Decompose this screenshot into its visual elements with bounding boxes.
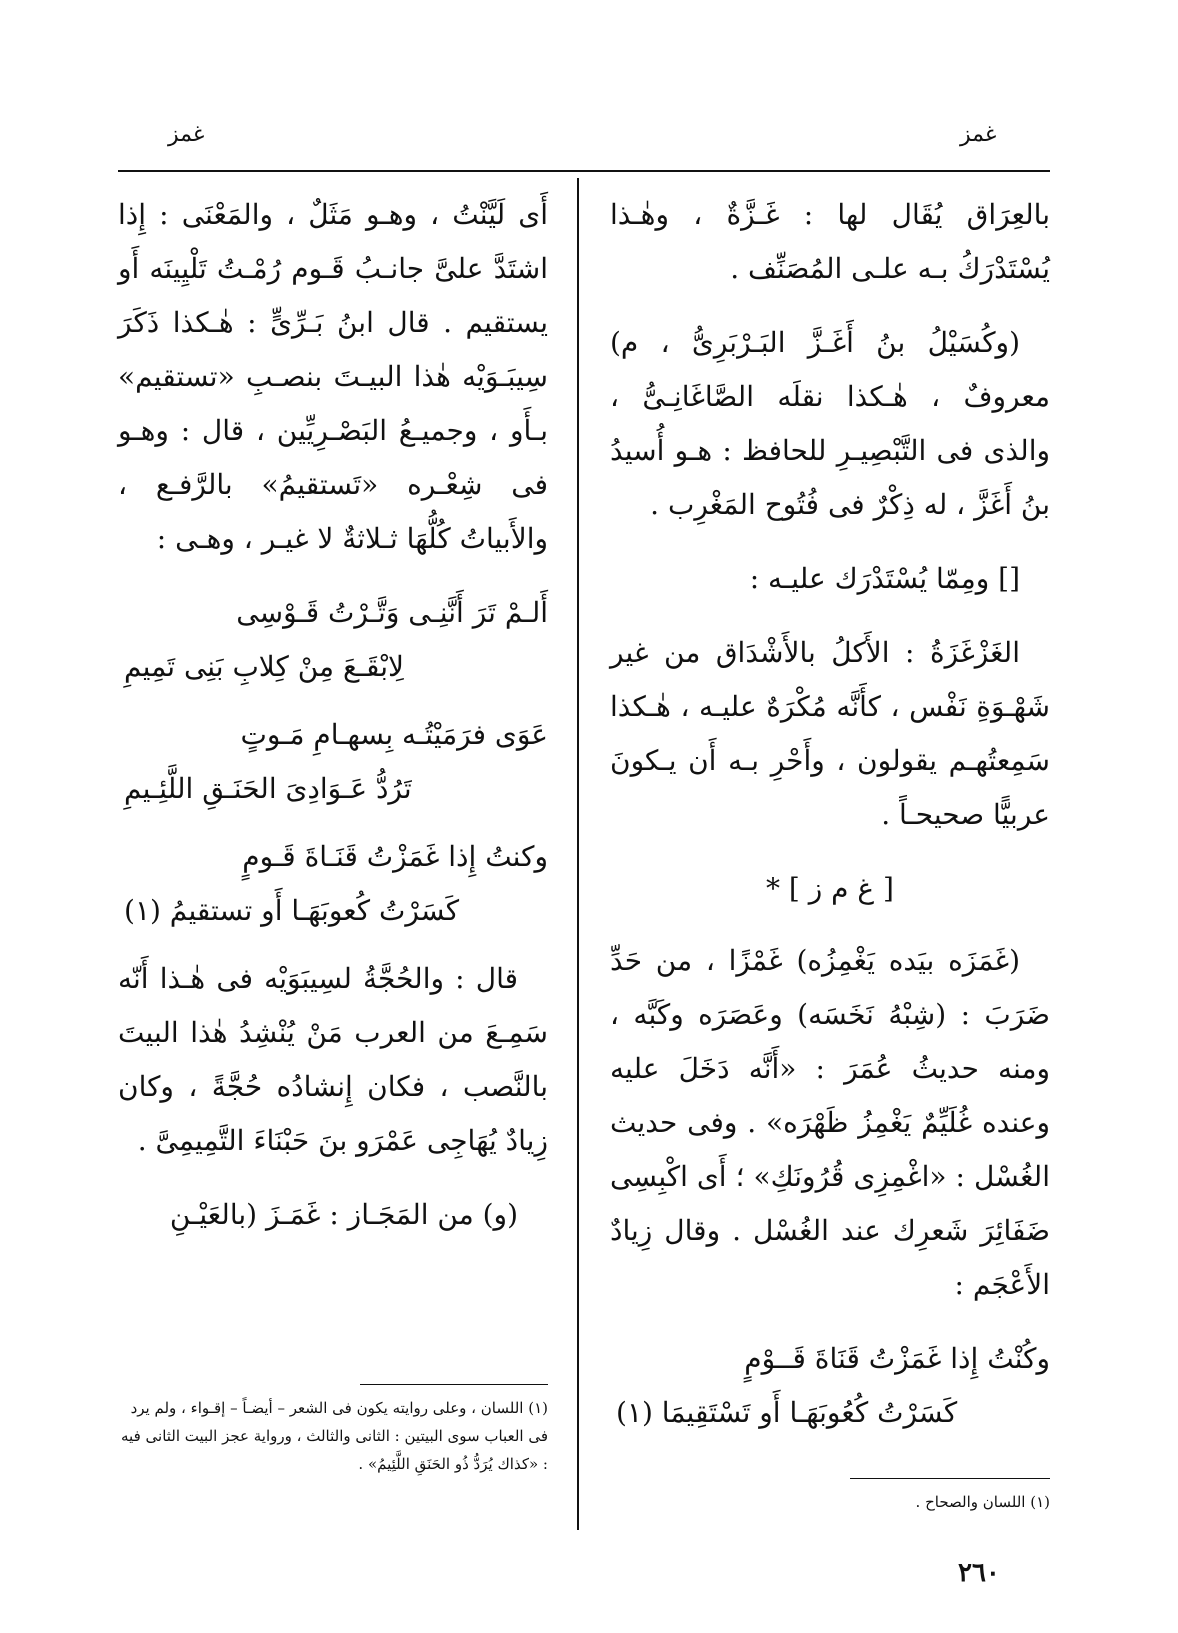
page-number: ٢٦٠ — [958, 1558, 1000, 1588]
footnote-rule-left — [360, 1384, 548, 1385]
verse-second-hemistich: لِابْقَـعَ مِنْ كِلابِ بَنِى تَمِيمِ — [124, 650, 404, 683]
running-header-right: غمز — [960, 122, 997, 147]
verse-first-hemistich: وكُنْتُ إِذا غَمَزْتُ قَنَاةَ قَــوْمٍ — [744, 1342, 1050, 1375]
left-column — [118, 188, 548, 1262]
column-divider — [577, 178, 579, 1530]
verse-first-hemistich: وكنتُ إِذا غَمَزْتُ قَنَـاةَ قَـومٍ — [242, 840, 548, 873]
paragraph: (غَمَزَه بيَده يَغْمِزُه) غَمْزًا ، من حَدِّ ضَرَبَ : (شِبْهُ نَخَسَه) وعَصَرَه وكَبَّه ، ومنه حديثُ عُمَرَ : «أَنَّه دَخَلَ عليه وعنده غُلَيِّمٌ يَغْمِزُ ظَهْرَه» . وفى حديث الغُسْل : «اغْمِزِى قُرُونَكِ» ؛ أَى اكْبِسِى ضَفَائِرَ شَعرِك عند الغُسْل . وقال زِيادٌ الأَعْجَم : — [610, 944, 1050, 1301]
verse-first-hemistich: عَوَى فرَمَيْتُـه بِسهـامِ مَـوتٍ — [240, 718, 548, 751]
footnote-right: (١) اللسان والصحاح . — [915, 1493, 1050, 1511]
paragraph: بالعِرَاق يُقَال لها : غَـزَّةٌ ، وهٰـذا يُسْتَدْرَكُ بـه علـى المُصَنِّف . — [610, 198, 1050, 285]
verse-second-hemistich: تَرُدُّ عَـوَادِىَ الحَنَـقِ اللَّئِـيمِ — [124, 772, 412, 805]
verse-second-hemistich: كَسَرْتُ كُعوبَهَـا أَو تستقيمُ (١) — [124, 894, 460, 927]
verse — [118, 708, 548, 816]
paragraph: قال : والحُجَّةُ لسِيبَوَيْه فى هٰـذا أَنّه سَمِـعَ من العرب مَنْ يُنْشِدُ هٰذا البيتَ بالنَّصب ، فكان إِنشادُه حُجَّةً ، وكان زِيادٌ يُهَاجِى عَمْرَو بنَ حَبْنَاءَ التَّمِيمِىَّ . — [118, 962, 548, 1157]
paragraph: (وكُسَيْلُ بنُ أَغَـزَّ البَـرْبَرِىُّ ، م) معروفٌ ، هٰـكذا نقلَه الصَّاغَانِـىُّ ، والذى فى التَّبْصِيـرِ للحافظ : هـو أُسيدُ بنُ أَغَزَّ ، له ذِكْرٌ فى فُتُوح المَغْرِب . — [610, 326, 1050, 521]
verse-second-hemistich: كَسَرْتُ كُعُوبَهَـا أَو تَسْتَقِيمَا (١) — [616, 1396, 958, 1429]
paragraph: [] ومِمّا يُسْتَدْرَك عليـه : — [749, 562, 1020, 595]
entry-heading: [ غ م ز ] * — [766, 872, 894, 905]
footnote-rule-right — [850, 1478, 1050, 1479]
right-column — [610, 188, 1050, 1454]
header-rule — [118, 170, 1050, 172]
verse — [610, 1332, 1050, 1440]
footnote-left: (١) اللسان ، وعلى روايته يكون فى الشعر – أيضـاً – إقـواء ، ولم يرد فى العباب سوى البيتين : الثانى والثالث ، ورواية عجز البيت الثانى فيه : «كذاك يُرَدُّ ذُو الحَنَقِ اللَّئِيمُ» . — [121, 1399, 548, 1473]
paragraph: أَى لَيَّنْتُ ، وهـو مَثَلٌ ، والمَعْنَى : إِذا اشتَدَّ علىَّ جانـبُ قَـوم رُمْـتُ تَلْيِينَه أَو يستقيم . قال ابنُ بَـرِّىٍّ : هٰـكذا ذَكَرَ سِيبَـوَيْه هٰذا البيـتَ بنصـبِ «تستقيم» بـأَو ، وجميـعُ البَصْـرِيِّين ، قال : وهـو فى شِعْـره «تَستقيمُ» بالرَّفـع ، والأَبياتُ كُلُّهَا ثـلاثةٌ لا غيـر ، وهـى : — [118, 198, 548, 555]
running-header-left: غمز — [168, 122, 205, 147]
verse-first-hemistich: أَلـمْ تَرَ أَنَّنِـى وَتَّـرْتُ قَـوْسِى — [236, 596, 548, 629]
paragraph: الغَزْغَزَةُ : الأَكلُ بالأَشْدَاق من غير شَهْـوَةِ نَفْس ، كأَنَّه مُكْرَهٌ عليـه ، هٰـكذا سَمِعتُهـم يقولون ، وأَحْرِ بـه أَن يـكونَ عربيًّا صحيحـاً . — [610, 636, 1050, 831]
paragraph: (و) من المَجَـاز : غَمَـزَ (بالعَيْـنِ — [169, 1198, 518, 1231]
verse — [118, 830, 548, 938]
verse — [118, 586, 548, 694]
